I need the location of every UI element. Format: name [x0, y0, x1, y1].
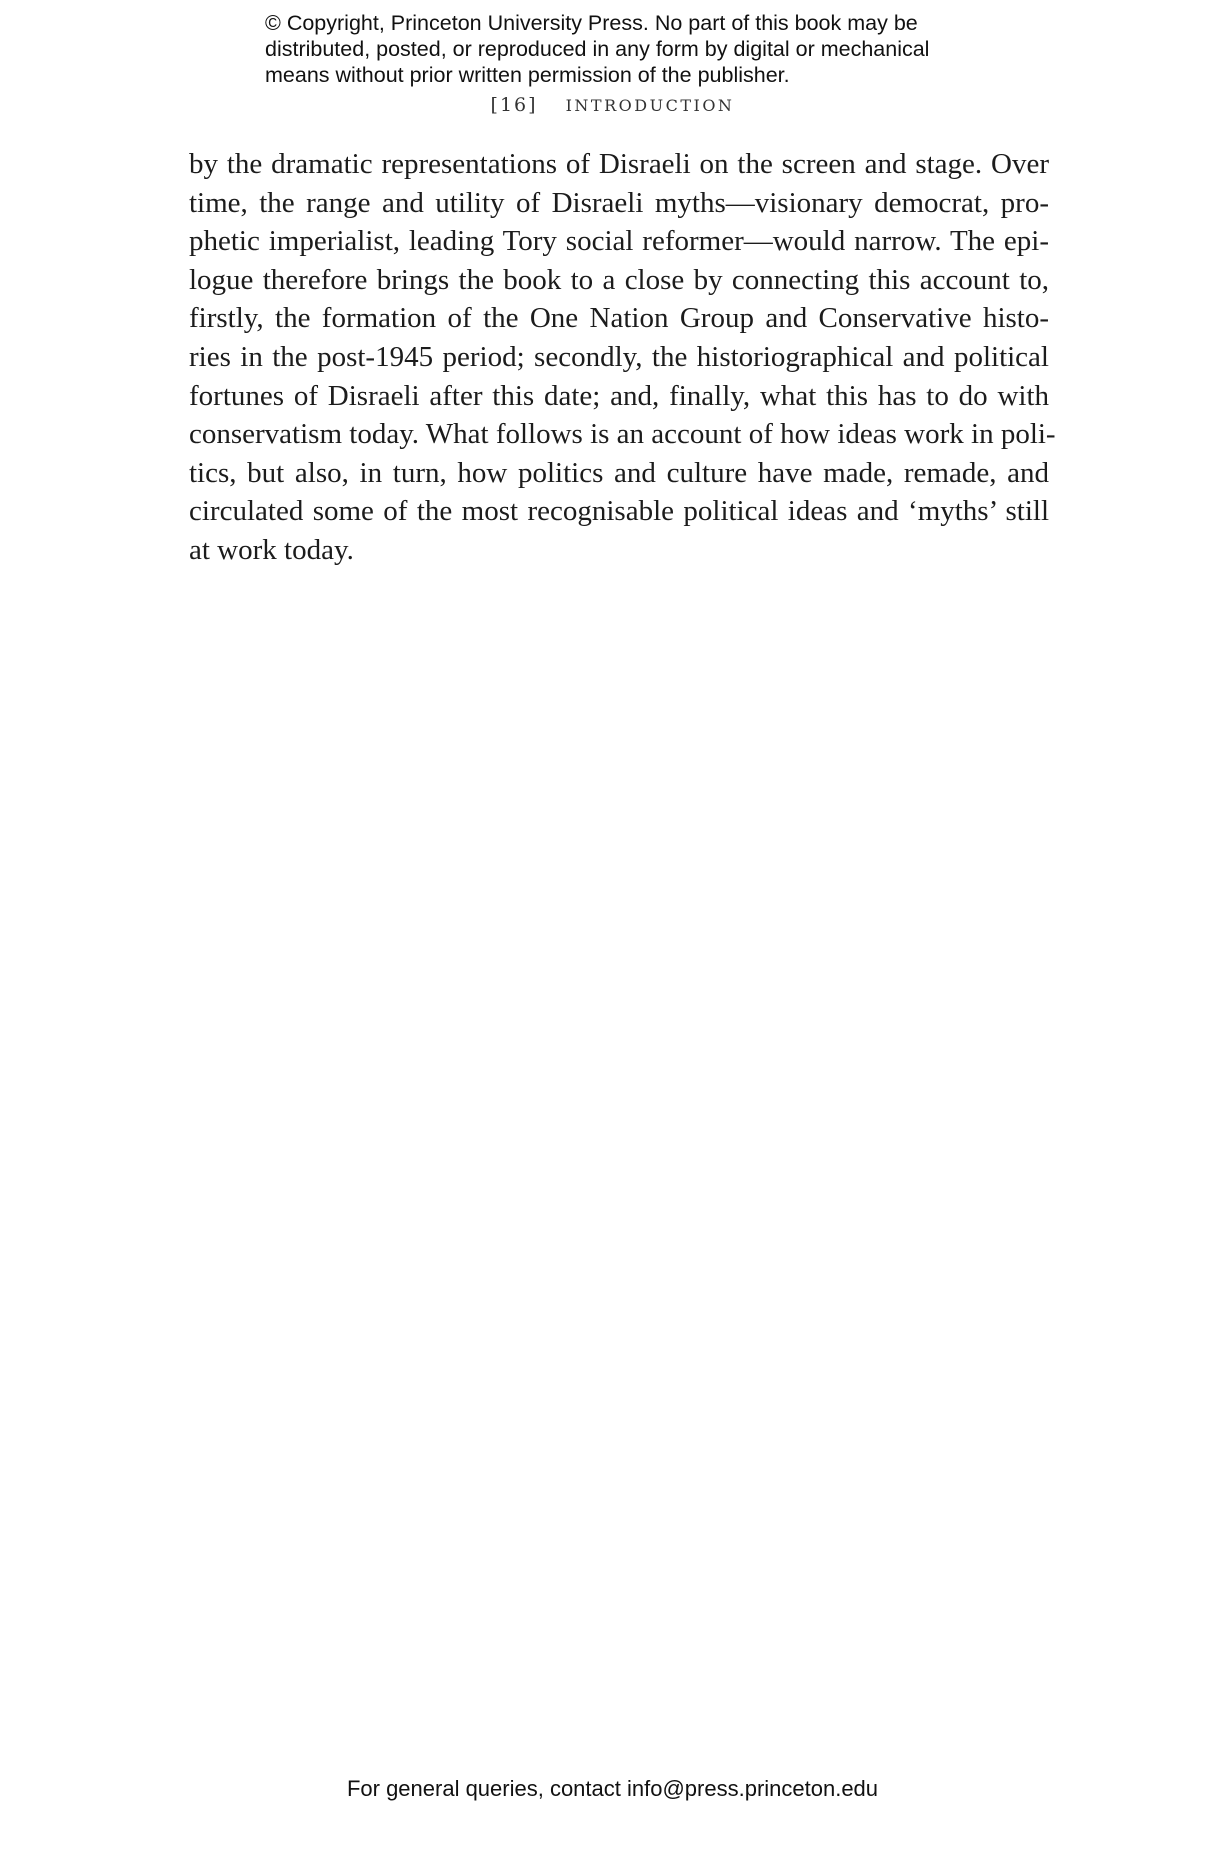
footer-contact: For general queries, contact info@press.princeton.edu [346, 1776, 879, 1801]
section-title: INTRODUCTION [565, 96, 735, 115]
text-line: ries in the post-1945 period; secondly, the historiographical and political [189, 340, 1049, 373]
text-line: conservatism today. What follows is an account of how ideas work in poli- [189, 418, 1056, 451]
page-number: [16] [490, 94, 538, 116]
text-line: at work today. [189, 533, 354, 566]
text-line: phetic imperialist, leading Tory social reformer—would narrow. The epi- [189, 225, 1049, 258]
copyright-notice [265, 10, 1025, 88]
text-line: time, the range and utility of Disraeli myths—visionary democrat, pro- [189, 186, 1049, 219]
text-line: firstly, the formation of the One Nation Group and Conservative histo- [189, 302, 1049, 335]
text-line: by the dramatic representations of Disraeli on the screen and stage. Over [189, 148, 1049, 180]
copyright-line: © Copyright, Princeton University Press. No part of this book may be [265, 11, 918, 35]
running-head [0, 92, 1225, 119]
text-line: fortunes of Disraeli after this date; and, finally, what this has to do with [189, 379, 1049, 412]
text-line: circulated some of the most recognisable political ideas and ‘myths’ still [189, 495, 1049, 528]
copyright-line: means without prior written permission of the publisher. [265, 63, 790, 87]
copyright-line: distributed, posted, or reproduced in any form by digital or mechanical [265, 37, 930, 61]
text-line: logue therefore brings the book to a close by connecting this account to, [189, 263, 1049, 296]
text-line: tics, but also, in turn, how politics and culture have made, remade, and [189, 456, 1049, 489]
body-paragraph [189, 145, 1056, 570]
